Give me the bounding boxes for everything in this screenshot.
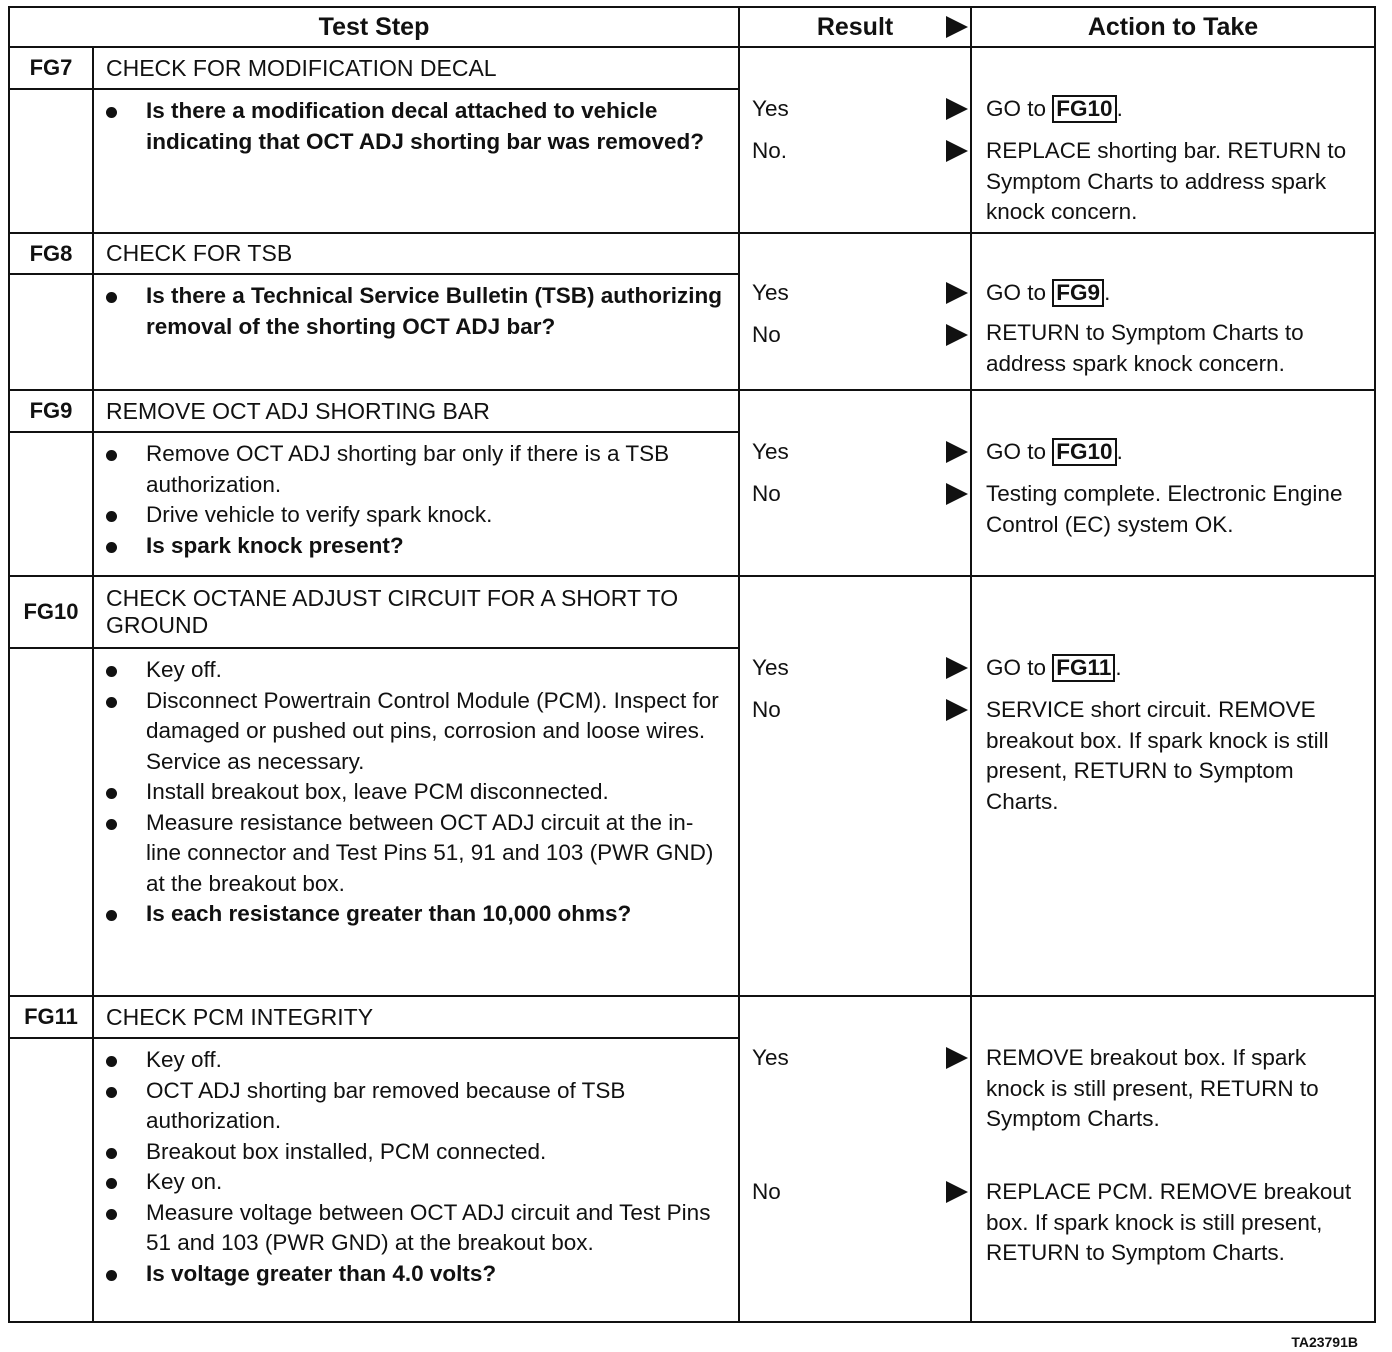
step-title: REMOVE OCT ADJ SHORTING BAR [93, 390, 739, 432]
step-instructions [93, 89, 739, 233]
step-instructions [93, 648, 739, 996]
step-title: CHECK OCTANE ADJUST CIRCUIT FOR A SHORT TO GROUND [93, 576, 739, 648]
step-id: FG8 [9, 233, 93, 274]
header-result [739, 7, 971, 47]
step-item: Measure voltage between OCT ADJ circuit and Test Pins 51 and 103 (PWR GND) at the breakout box. [94, 1198, 728, 1259]
arrow-right-icon [946, 699, 968, 721]
result-cell [739, 996, 971, 1322]
step-id-spacer [9, 1038, 93, 1322]
step-item: Disconnect Powertrain Control Module (PCM). Inspect for damaged or pushed out pins, corrosion and loose wires. Service as necessary. [94, 686, 728, 778]
result-yes-label: Yes [752, 280, 789, 305]
step-item: Breakout box installed, PCM connected. [94, 1137, 728, 1168]
header-action: Action to Take [971, 7, 1375, 47]
action-yes-post: . [1104, 280, 1111, 305]
result-no-label: No [752, 322, 781, 347]
step-reference: FG11 [1052, 654, 1115, 682]
result-no [752, 320, 970, 350]
step-title-row [9, 47, 1375, 89]
result-yes [752, 653, 970, 683]
step-reference: FG10 [1052, 95, 1116, 123]
diagnostic-table [8, 6, 1376, 1323]
step-item: Is spark knock present? [94, 531, 728, 562]
arrow-right-icon [946, 324, 968, 346]
arrow-right-icon [946, 657, 968, 679]
action-no: REPLACE shorting bar. RETURN to Symptom Charts to address spark knock concern. [986, 138, 1347, 224]
action-yes-pre: GO to [986, 655, 1053, 680]
step-reference: FG10 [1052, 438, 1116, 466]
result-yes-label: Yes [752, 1045, 789, 1070]
action-yes [986, 1043, 1364, 1135]
step-title: CHECK FOR MODIFICATION DECAL [93, 47, 739, 89]
step-item: Key off. [94, 655, 728, 686]
step-item: Is there a Technical Service Bulletin (TSB) authorizing removal of the shorting OCT ADJ bar? [94, 281, 728, 342]
header-test-step: Test Step [9, 7, 739, 47]
arrow-right-icon [946, 1181, 968, 1203]
arrow-right-icon [946, 441, 968, 463]
step-title-row [9, 996, 1375, 1038]
arrow-right-icon [946, 1047, 968, 1069]
step-item: OCT ADJ shorting bar removed because of TSB authorization. [94, 1076, 728, 1137]
result-no [752, 695, 970, 725]
action-yes-post: . [1116, 96, 1123, 121]
action-yes-post: REMOVE breakout box. If spark knock is still present, RETURN to Symptom Charts. [986, 1045, 1319, 1131]
result-no-label: No [752, 1179, 781, 1204]
arrow-right-icon [946, 282, 968, 304]
result-cell [739, 47, 971, 233]
result-no-label: No. [752, 138, 788, 163]
step-title: CHECK FOR TSB [93, 233, 739, 274]
action-yes-pre: GO to [986, 280, 1053, 305]
result-cell [739, 390, 971, 576]
step-instructions [93, 274, 739, 390]
step-item: Key on. [94, 1167, 728, 1198]
action-no: REPLACE PCM. REMOVE breakout box. If spark knock is still present, RETURN to Symptom Charts. [986, 1179, 1352, 1265]
step-item: Drive vehicle to verify spark knock. [94, 500, 728, 531]
action-cell [971, 390, 1375, 576]
step-id-spacer [9, 274, 93, 390]
action-no: SERVICE short circuit. REMOVE breakout box. If spark knock is still present, RETURN to Symptom Charts. [986, 697, 1329, 814]
step-id-spacer [9, 648, 93, 996]
result-cell [739, 233, 971, 390]
step-id: FG9 [9, 390, 93, 432]
step-title-row [9, 390, 1375, 432]
diagnostic-table-page [8, 6, 1374, 1350]
step-title-row [9, 576, 1375, 648]
step-item: Is there a modification decal attached to vehicle indicating that OCT ADJ shorting bar was removed? [94, 96, 728, 157]
action-yes-post: . [1116, 439, 1123, 464]
action-yes-pre: GO to [986, 439, 1053, 464]
result-no [752, 1177, 970, 1207]
step-id: FG7 [9, 47, 93, 89]
result-yes-label: Yes [752, 96, 789, 121]
table-header-row [9, 7, 1375, 47]
step-reference: FG9 [1052, 279, 1104, 307]
table-body [9, 47, 1375, 1322]
action-yes [986, 653, 1364, 684]
step-item: Is each resistance greater than 10,000 ohms? [94, 899, 728, 930]
step-item: Remove OCT ADJ shorting bar only if there is a TSB authorization. [94, 439, 728, 500]
result-no [752, 479, 970, 509]
step-instructions [93, 432, 739, 576]
step-item: Key off. [94, 1045, 728, 1076]
arrow-right-icon [946, 483, 968, 505]
result-yes [752, 437, 970, 467]
result-no-label: No [752, 697, 781, 722]
action-no: RETURN to Symptom Charts to address spark knock concern. [986, 320, 1304, 376]
result-yes [752, 1043, 970, 1073]
step-id: FG10 [9, 576, 93, 648]
step-id-spacer [9, 89, 93, 233]
action-yes [986, 437, 1364, 468]
header-result-label: Result [816, 12, 894, 41]
figure-id: TA23791B [1291, 1334, 1358, 1350]
step-title-row [9, 233, 1375, 274]
action-cell [971, 576, 1375, 996]
result-yes [752, 94, 970, 124]
arrow-right-icon [946, 98, 968, 120]
step-id-spacer [9, 432, 93, 576]
result-yes-label: Yes [752, 439, 789, 464]
result-no [752, 136, 970, 166]
action-yes [986, 278, 1364, 309]
result-yes-label: Yes [752, 655, 789, 680]
action-yes [986, 94, 1364, 125]
result-no-label: No [752, 481, 781, 506]
action-cell [971, 233, 1375, 390]
result-cell [739, 576, 971, 996]
action-no: Testing complete. Electronic Engine Control (EC) system OK. [986, 481, 1343, 537]
header-arrow-icon [946, 16, 968, 38]
step-item: Measure resistance between OCT ADJ circuit at the in-line connector and Test Pins 51, 91 and 103 (PWR GND) at the breakout box. [94, 808, 728, 900]
step-title: CHECK PCM INTEGRITY [93, 996, 739, 1038]
action-yes-pre: GO to [986, 96, 1053, 121]
action-yes-post: . [1115, 655, 1122, 680]
step-instructions [93, 1038, 739, 1322]
action-cell [971, 996, 1375, 1322]
step-item: Install breakout box, leave PCM disconnected. [94, 777, 728, 808]
action-cell [971, 47, 1375, 233]
arrow-right-icon [946, 140, 968, 162]
step-id: FG11 [9, 996, 93, 1038]
result-yes [752, 278, 970, 308]
step-item: Is voltage greater than 4.0 volts? [94, 1259, 728, 1290]
